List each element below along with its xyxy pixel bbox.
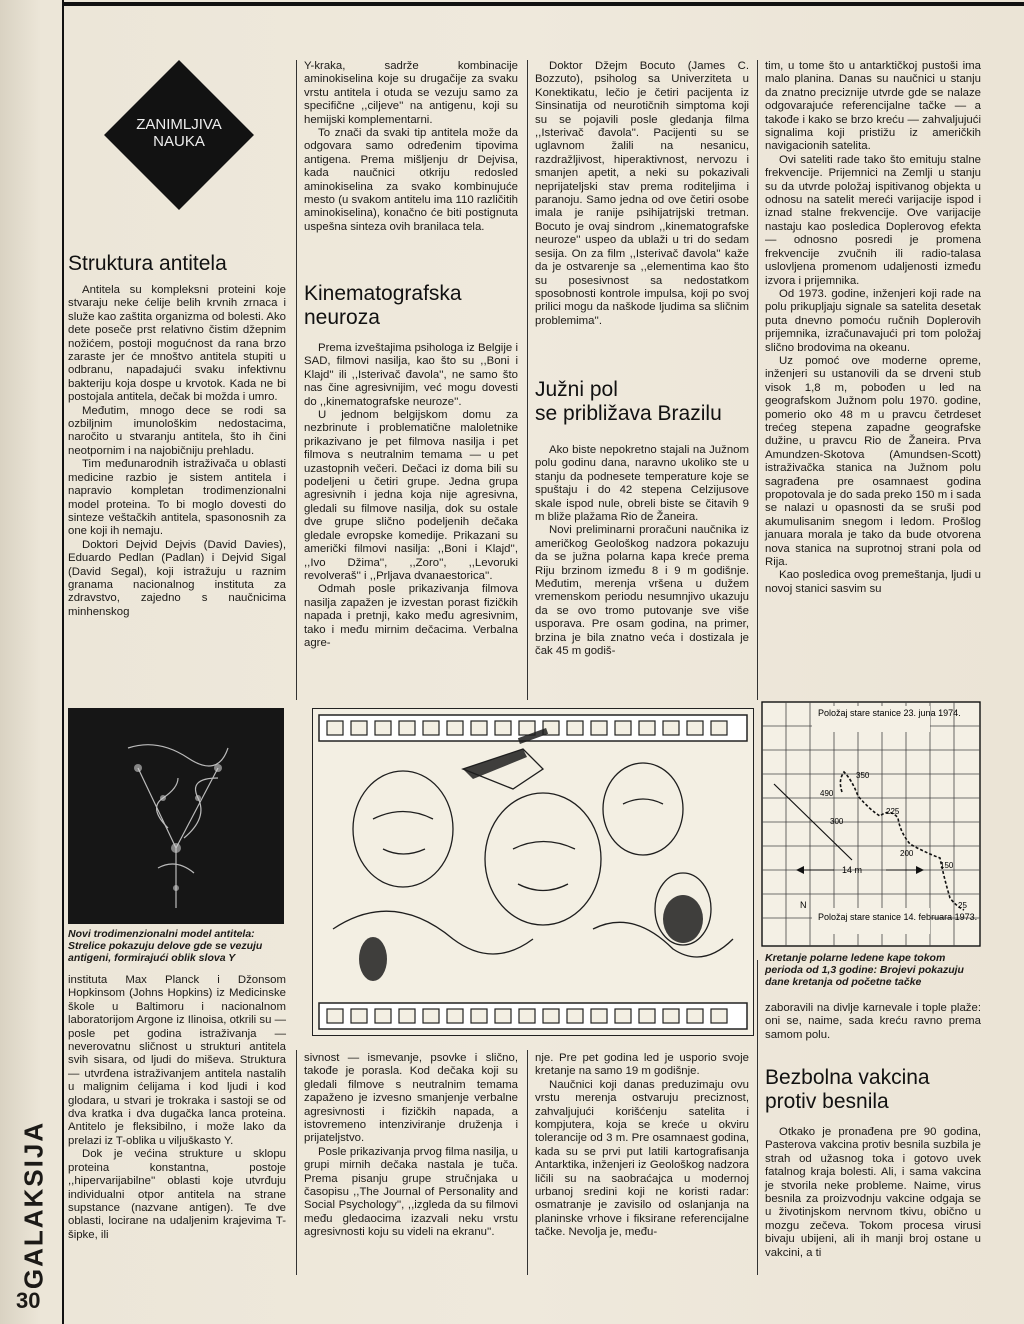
page-number: 30 <box>16 1288 41 1313</box>
article-title-neuroza: Kinematografska neuroza <box>304 282 462 329</box>
article-juzni-pol-col3b: nje. Pre pet godina led je usporio svoje kretanje na samo 19 m godišnje. Naučnici koji danas preduzimaju ovu vrstu merenja ostvaruju preciznost, zahvaljujući korišćenju satelita i kompjutera, koja se kreće u okviru tolerancije od 3 m. Pre osamnaest godina, kada su se prvi put latili kartografisanja Antarktika, inženjeri iz Geološkog nadzora ličili su na saobraćajca u modernoj urbanoj sredini koji ne koristi radar: osmatranje je zavisilo od oslanjanja na planinske vrhove i fiksirane referencijalne tačke. Nevolja je, među- <box>535 1052 749 1239</box>
article-juzni-pol-col3: Južni pol se približava Brazilu Ako biste nepokretno stajali na Južnom polu godinu dana, naravno ukoliko ste u stanju da podnesete temperature koje se spuštaju i do 42 stepena Celzijusove skale ispod nule, obreli biste se čitavih 9 m bliže plažama Rio de Žaneira. Novi preliminarni proračuni naučnika iz američkog Geološkog nadzora pokazuju da se južna polarna kapa kreće prema Riju brzinom između 8 i 9 m godišnje. Međutim, merenja vršena u dužem vremenskom periodu nesumnjivo ukazuju da se ovo tromo putovanje sve više usporava. Pre osam godina, na primer, brzina je bila znatno veća i dostizala je čak 45 m godiš- <box>535 378 749 658</box>
article-antitela-col2: Y-kraka, sadrže kombinacije aminokiselina koje su drugačije za svaku vrstu antitela i otuda se vezuju samo za specifične ,,ciljeve'' na antigenu, koji su hemijski komplementarni. To znači da svaki tip antitela može da odgovara samo određenim tipovima antigena. Prema mišljenju dr Dejvisa, kada naučnici otkriju redosled aminokiselina za svako kombinujuće mesto (u svakom antitelu ima 110 različitih aminokiselina), konačno će biti postignuta uspešna sinteza ovih branilaca tela. <box>304 60 518 233</box>
article-antitela-col1b: instituta Max Planck i Džonsom Hopkinsom (Johns Hopkins) iz Medicinske škole u Baltimoru i nacionalnom laboratorijom Argone iz Ilinoisa, otkrili su — posle pet godina istraživanja — neverovatnu sličnost u strukturi antitela svih sisara, od ljudi do miševa. Struktura — utvrđena istraživanjem antitela nastalih u malignim ćelijama i kod ljudi i kod glodara, u stvari je trokraka i sastoji se od dva kratka i dva dugačka lanca proteina. Antitelo je fleksibilno, i može lako da prelazi iz T-oblika u viljuškasto Y. Dok je većina strukture u sklopu proteina konstantna, postoje ,,hipervarijabilne'' oblasti koje utvrđuju individualni otpor antitela na strane supstance (nazvane antigen). Te dve oblasti, locirane na udaljenim krajevima T-šipke, ili <box>68 974 286 1241</box>
article-title-juzni-pol: Južni pol se približava Brazilu <box>535 378 722 425</box>
article-juzni-pol-col4b: zaboravili na divlje karnevale i tople plaže: oni se, naime, sada kreću ravno prema samom polu. <box>765 1002 981 1041</box>
map-north: N <box>800 900 807 910</box>
section-badge-text: ZANIMLJIVA NAUKA <box>136 116 222 150</box>
magazine-logo: GALAKSIJA <box>18 1120 49 1290</box>
map-label-top: Položaj stare stanice 23. juna 1974. <box>818 708 961 718</box>
map-point: 225 <box>886 807 900 816</box>
article-neuroza-col2: Kinematografska neuroza Prema izveštajima psihologa iz Belgije i SAD, filmovi nasilja, kao što su ,,Boni i Klajd'' ili ,,Isterivač đavola'', ne samo što nas čine agresivnijim, već mogu dovesti do ,,kinematografske neuroze''. U jednom belgijskom domu za nezbrinute i problematične maloletnike prikazivano je pet filmova nasilja i pet filmova s neutralnim temama — u pet uzastopnih večeri. Dečaci iz doma bili su podeljeni u četiri grupe. Jedna grupa agresivnih i jedna koja nije agresivna, gledali su filmove nasilja, dok su ostale dve grupe slično podeljenih dečaka gledale evropske komedije. Prikazani su američki filmovi nasilja: ,,Boni i Klajd'', ,,Ivo Džima'', ,,Zoro'', ,,Levoruki revolveraš'' i ,,Prljava dvanaestorica''. Odmah posle prikazivanja filmova nasilja zapažen je izvestan porast fizičkih napada i pretnji, kako među agresivnim, tako i među mirnim dečacima. Verbalna agre- <box>304 282 518 649</box>
map-point: 25 <box>958 901 967 910</box>
article-vakcina-col4: Bezbolna vakcina protiv besnila Otkako je pronađena pre 90 godina, Pasterova vakcina protiv besnila suzbila je strah od užasnog toka i gotovo uvek fatalnog kraja bolesti. Ali, i sama vakcina je stvorila neke probleme. Naime, virus besnila za proizvodnju vakcine odgaja se u životinjskom nervnom tkivu, obično u mozgu zečeva. Tokom procesa virusi bivaju ubijeni, ali ih manji broj ostane u vakcini, a ti <box>765 1066 981 1259</box>
map-scale: 14 m <box>842 865 863 875</box>
article-antitela-col1: Struktura antitela Antitela su kompleksni proteini koje stvaraju neke ćelije belih krvnih zrnaca i služe kao zaštita organizma od bolesti. Ako dete poseče prst relativno čistim džepnim nožićem, postoji mogućnost da rana brzo zaraste jer će mnoštvo antitela stupiti u odbranu, napadajući svaku infektivnu bakteriju koja dospe u krvotok. Kada ne bi postojala antitela, dečak bi možda i umro. Međutim, mnogo dece se rodi sa ozbiljnim imunološkim nedostacima, naročito u stvaranju antitela, što ih čini neotpornim i na najobičniju prehladu. Tim međunarodnih istraživača u oblasti medicine razbio je sistem antitela i napravio kompletan trodimenzionalni model proteina. To bi moglo dovesti do sinteze veštačkih antitela, spasonosnih za one koji ih nemaju. Doktori Dejvid Dejvis (David Davies), Eduardo Pedlan (Padlan) i Dejvid Sigal (David Segal), koji istražuju u raznim granama nacionalnog instituta za zdravstvo, zajedno s naučnicima minhenskog <box>68 252 286 618</box>
article-neuroza-col2b: sivnost — ismevanje, psovke i slično, takođe je porasla. Kod dečaka koji su gledali filmove s neutralnim temama zapaženo je izvesno smanjenje verbalne agresivnosti i fizičkih napada, a istovremeno intenziviranje druženja i prijateljstvo. Posle prikazivanja prvog filma nasilja, u grupi mirnih dečaka nastala je tuča. Prema pisanju grupe stručnjaka u časopisu ,,The Journal of Personality and Social Psychology'', ,,izgleda da su filmovi među gledaocima izazvali neku vrstu agresivnosti koju su videli na ekranu''. <box>304 1052 518 1239</box>
top-rule <box>62 2 1024 6</box>
article-title-antitela: Struktura antitela <box>68 252 227 275</box>
map-point: 490 <box>820 789 834 798</box>
article-juzni-pol-col4: tim, u tome što u antarktičkoj pustoši ima malo planina. Danas su naučnici u stanju da znatno preciznije utvrde gde se nalaze odgovarajuće referencijalne tačke — a takođe i kako se brzo kreću — zahvaljujući signalima koji pristižu iz američkih navigacionih satelita. Ovi sateliti rade tako što emituju stalne frekvencije. Prijemnici na Zemlji u stanju su da utvrde položaj ispitivanog objekta u odnosu na satelit mereći varijacije ispod i iznad stalne frekvencije. Ove varijacije nastaju kao posledica Doplerovog efekta — odnosno posredi je promena frekvencije zvučnih ili radio-talasa uslovljena promenom udaljenosti između izvora i prijemnika. Od 1973. godine, inženjeri koji rade na polu prikupljaju signale sa satelita desetak puta dnevno pomoću ručnih Doplerovih prijemnika, izračunavajući pri tom položaj slično brodovima na okeanu. Uz pomoć ove moderne opreme, inženjeri su ustanovili da se drveni stub visok 1,8 m, pobođen u led na geografskom Južnom polu 1970. godine, pomerio oko 48 m u pravcu četrdeset trećeg stepena zapadne geografske dužine, u pravcu Rio de Žaneira. Prva Amundzen-Skotova (Amundsen-Scott) istraživačka stanica na Južnom polu sagrađena pre osamnaest godina propotovala je do sada preko 150 m i sada se nalazi u opasnosti da se sruši pod akumulisanim snegom i ledom. Prošlog januara morala je tako da bude otvorena nova stanica na suprotnoj strani pola od Rija. Kao posledica ovog premeštanja, ljudi u novoj stanici sasvim su <box>765 60 981 595</box>
page-spine <box>62 0 64 1324</box>
map-caption: Kretanje polarne ledene kape tokom perioda od 1,3 godine: Brojevi pokazuju dane kretanja od početne tačke <box>765 952 964 988</box>
map-label-bottom: Položaj stare stanice 14. februara 1973. <box>818 912 978 922</box>
photo-caption: Novi trodimenzionalni model antitela: Strelice pokazuju delove gde se vezuju antigeni, formirajući oblik slova Y <box>68 928 263 964</box>
film-violence-illustration <box>312 708 754 1036</box>
section-badge <box>74 60 284 220</box>
map-point: 150 <box>940 861 954 870</box>
polar-drift-map <box>760 700 982 948</box>
antibody-model-photo <box>68 708 284 924</box>
map-point: 200 <box>900 849 914 858</box>
article-title-vakcina: Bezbolna vakcina protiv besnila <box>765 1066 930 1113</box>
article-neuroza-col3: Doktor Džejm Bocuto (James C. Bozzuto), psiholog sa Univerziteta u Konektikatu, lečio je četiri pacijenta iz Sinsinatija od neurotičnih simptoma koji su se pojavili posle gledanja filma ,,Isterivač đavola''. Pacijenti su se uglavnom žalili na nesanicu, razdražljivost, hiperaktivnost, nervozu i smanjen apetit, a neki su pokazivali neprijateljski stav prema roditeljima i paranoju. Samo jedna od ove četiri osobe imala je ranije psihijatrijski tretman. Bocuto je ovaj sindrom ,,kinematografske neuroze'' uspeo da ublaži u tri do sedam sesija. On za film ,,Isterivač đavola'' kaže da je ostvarenje sa ,,elementima kao što su posesivnost sa nedostatkom sposobnosti kontrole impulsa, koji po svoj prilici mogu da naškode ljudima sa sličnim problemima''. <box>535 60 749 327</box>
map-point: 300 <box>830 817 844 826</box>
map-point: 350 <box>856 771 870 780</box>
